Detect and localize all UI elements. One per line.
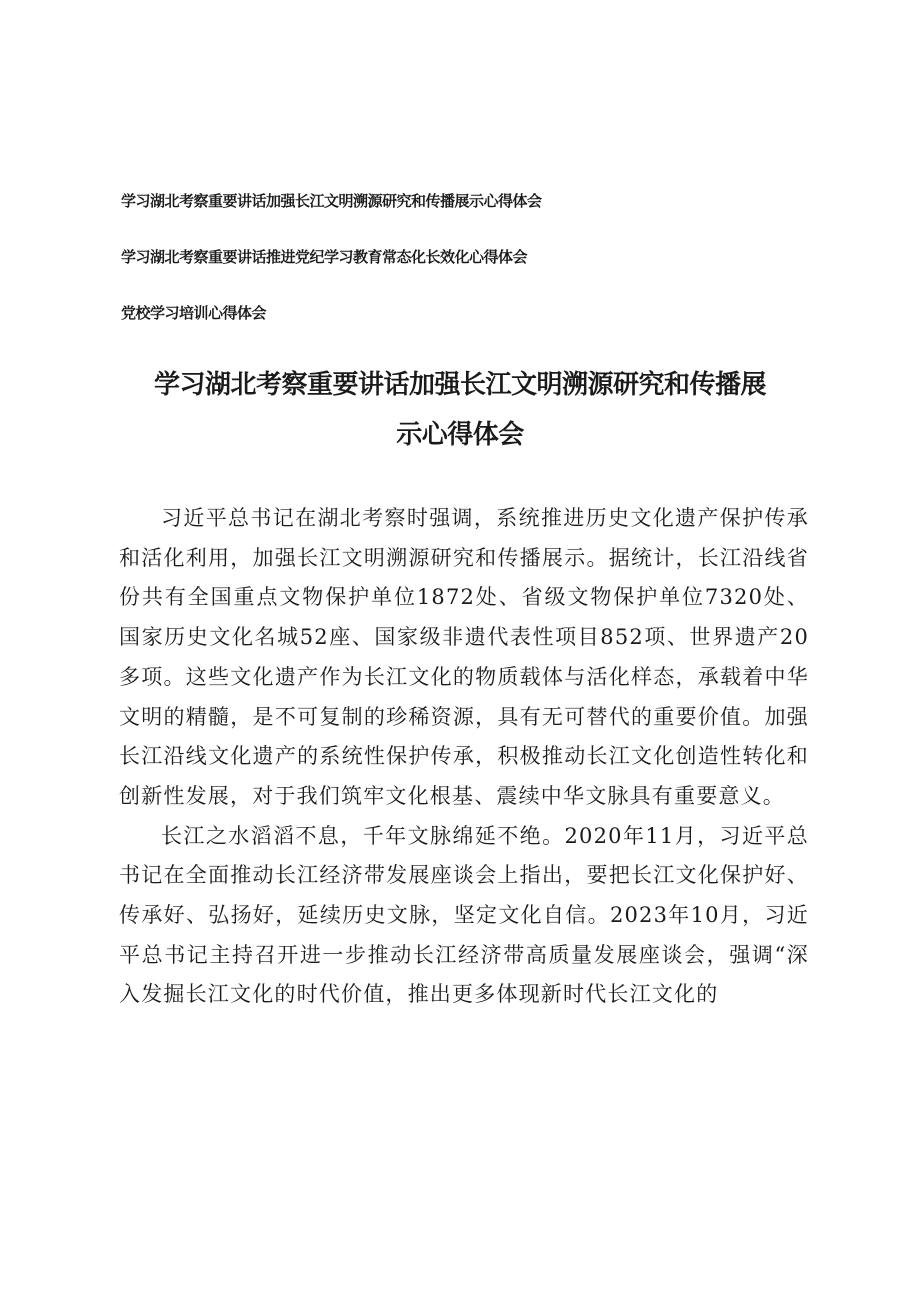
article-title xyxy=(120,360,800,460)
article-title-line: 示心得体会 xyxy=(396,420,524,450)
toc-item[interactable]: 学习湖北考察重要讲话加强长江文明溯源研究和传播展示心得体会 xyxy=(121,192,542,210)
article-body xyxy=(119,499,809,1015)
table-of-contents xyxy=(121,190,821,358)
toc-item[interactable]: 党校学习培训心得体会 xyxy=(121,304,267,322)
paragraph: 长江之水滔滔不息，千年文脉绵延不绝。2020年11月，习近平总书记在全面推动长江经济带发展座谈会上指出，要把长江文化保护好、传承好、弘扬好，延续历史文脉，坚定文化自信。2023年10月，习近平总书记主持召开进一步推动长江经济带高质量发展座谈会，强调“深入发掘长江文化的时代价值，推出更多体现新时代长江文化的 xyxy=(119,823,809,1007)
article-title-line: 学习湖北考察重要讲话加强长江文明溯源研究和传播展 xyxy=(153,370,766,400)
paragraph: 习近平总书记在湖北考察时强调，系统推进历史文化遗产保护传承和活化利用，加强长江文明溯源研究和传播展示。据统计，长江沿线省份共有全国重点文物保护单位1872处、省级文物保护单位7320处、国家历史文化名城52座、国家级非遗代表性项目852项、世界遗产20多项。这些文化遗产作为长江文化的物质载体与活化样态，承载着中华文明的精髓，是不可复制的珍稀资源，具有无可替代的重要价值。加强长江沿线文化遗产的系统性保护传承，积极推动长江文化创造性转化和创新性发展，对于我们筑牢文化根基、震续中华文脉具有重要意义。 xyxy=(119,506,809,808)
toc-item[interactable]: 学习湖北考察重要讲话推进党纪学习教育常态化长效化心得体会 xyxy=(121,248,528,266)
